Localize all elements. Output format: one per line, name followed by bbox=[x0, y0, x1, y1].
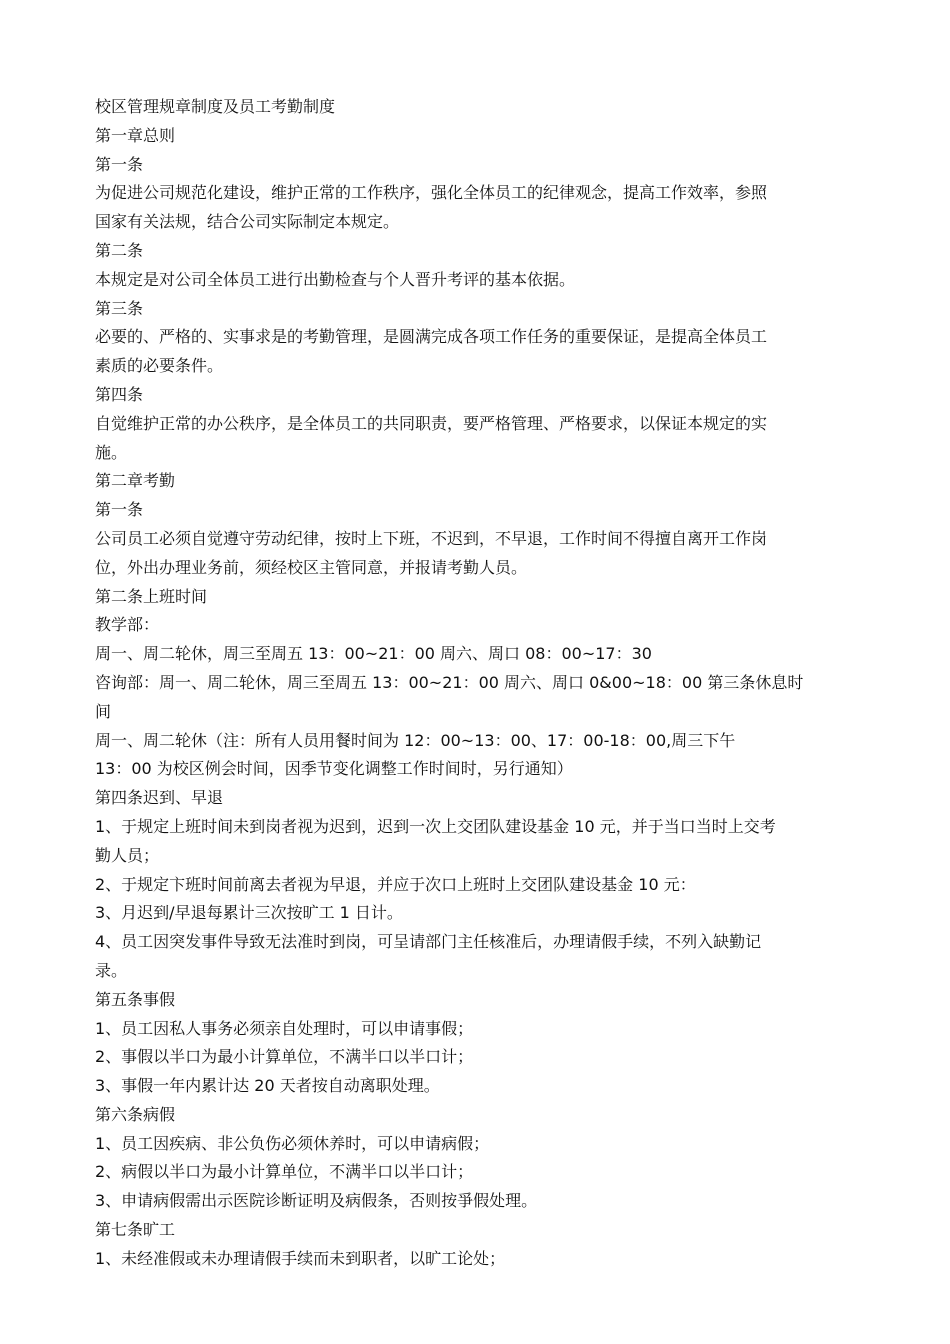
list-item: 1、员工因私人事务必须亲自处理时，可以申请事假； bbox=[95, 1018, 474, 1038]
list-item: 录。 bbox=[95, 960, 128, 980]
paragraph-line: 咨询部：周一、周二轮休，周三至周五 13：00~21：00 周六、周口 0&00~18：00 第三条休息时 bbox=[95, 672, 804, 692]
paragraph-line: 国家有关法规，结合公司实际制定本规定。 bbox=[95, 212, 400, 232]
list-item: 2、于规定卞班时间前离去者视为早退，并应于次口上班时上交团队建设基金 10 元： bbox=[95, 874, 696, 894]
paragraph-line: 周一、周二轮休（注：所有人员用餐时间为 12：00~13：00、17：00-18：00,周三下午 bbox=[95, 730, 736, 750]
list-item: 2、病假以半口为最小计算单位，不满半口以半口计； bbox=[95, 1162, 474, 1182]
list-item: 4、员工因突发事件导致无法准时到岗，可呈请部门主任核准后，办理请假手续，不列入缺勤记 bbox=[95, 932, 762, 952]
paragraph-line: 自觉维护正常的办公秩序，是全体员工的共同职责，要严格管理、严格要求，以保证本规定的实 bbox=[95, 413, 768, 433]
paragraph-line: 施。 bbox=[95, 442, 128, 462]
list-item: 1、未经准假或未办理请假手续而未到职者，以旷工论处； bbox=[95, 1248, 506, 1268]
list-item: 勤人员； bbox=[95, 845, 160, 865]
article-heading: 第三条 bbox=[95, 298, 144, 318]
paragraph-line: 间 bbox=[95, 701, 112, 721]
list-item: 1、员工因疾病、非公负伤必须休养时，可以申请病假； bbox=[95, 1133, 490, 1153]
paragraph-line: 必要的、严格的、实事求是的考勤管理，是圆满完成各项工作任务的重要保证，是提高全体员工 bbox=[95, 327, 768, 347]
document-title: 校区管理规章制度及员工考勤制度 bbox=[95, 97, 336, 116]
article-heading: 第二条 bbox=[95, 240, 144, 260]
list-item: 2、事假以半口为最小计算单位，不满半口以半口计； bbox=[95, 1047, 474, 1067]
article-heading: 第五条事假 bbox=[95, 989, 176, 1009]
list-item: 3、事假一年内累计达 20 天者按自动离职处理。 bbox=[95, 1076, 440, 1096]
list-item: 3、月迟到/早退每累计三次按旷工 1 日计。 bbox=[95, 903, 403, 923]
chapter-heading: 第一章总则 bbox=[95, 125, 176, 145]
paragraph-line: 为促进公司规范化建设，维护正常的工作秩序，强化全体员工的纪律观念，提高工作效率，参照 bbox=[95, 183, 768, 203]
paragraph-line: 13：00 为校区例会时间，因季节变化调整工作时间时，另行通知） bbox=[95, 759, 573, 779]
paragraph-line: 公司员工必须自觉遵守劳动纪律，按时上下班，不迟到，不早退，工作时间不得擅自离开工作岗 bbox=[95, 528, 768, 548]
paragraph-line: 素质的必要条件。 bbox=[95, 356, 224, 376]
paragraph-line: 教学部： bbox=[95, 615, 160, 635]
paragraph-line: 周一、周二轮休，周三至周五 13：00~21：00 周六、周口 08：00~17：30 bbox=[95, 644, 652, 664]
article-heading: 第一条 bbox=[95, 500, 144, 520]
chapter-heading: 第二章考勤 bbox=[95, 471, 176, 491]
list-item: 1、于规定上班时间未到岗者视为迟到，迟到一次上交团队建设基金 10 元，并于当口当时上交考 bbox=[95, 816, 776, 836]
article-heading: 第二条上班时间 bbox=[95, 586, 208, 606]
article-heading: 第四条迟到、早退 bbox=[95, 788, 224, 808]
article-heading: 第七条旷工 bbox=[95, 1220, 176, 1240]
document-body bbox=[95, 93, 865, 1274]
paragraph-line: 本规定是对公司全体员工进行出勤检查与个人晋升考评的基本依据。 bbox=[95, 269, 576, 289]
article-heading: 第六条病假 bbox=[95, 1104, 176, 1124]
article-heading: 第一条 bbox=[95, 154, 144, 174]
article-heading: 第四条 bbox=[95, 384, 144, 404]
paragraph-line: 位，外出办理业务前，须经校区主管同意，并报请考勤人员。 bbox=[95, 557, 528, 577]
list-item: 3、申请病假需出示医院诊断证明及病假条，否则按爭假处理。 bbox=[95, 1191, 538, 1211]
